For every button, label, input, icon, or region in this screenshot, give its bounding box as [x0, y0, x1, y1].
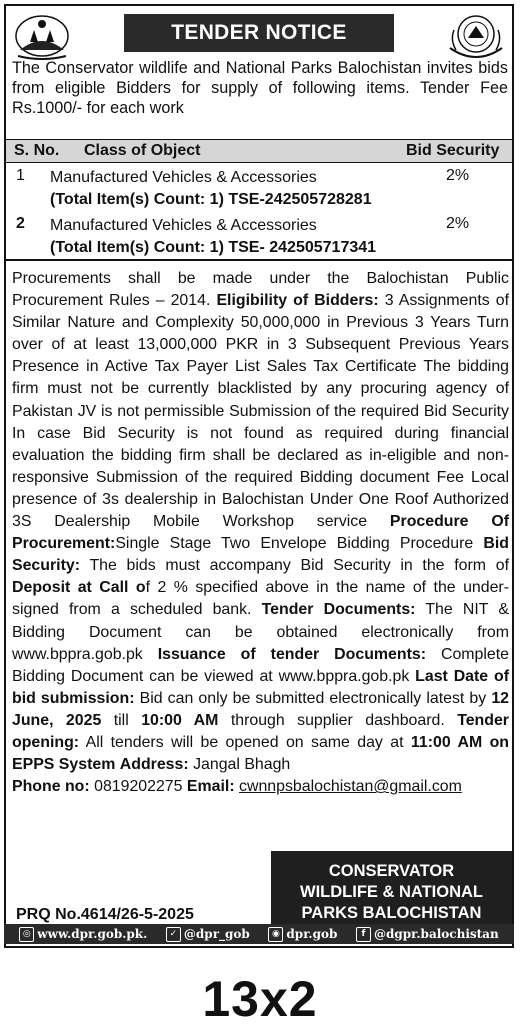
- procedure-label: Procedure Of Procurement:: [12, 513, 509, 553]
- issuance-text: Complete Bidding Document can be viewed at www.bppra.gob.pk: [12, 645, 509, 685]
- instagram-text: dpr.gob: [286, 927, 338, 941]
- tender-documents-text: The NIT & Bidding Document can be obtained electronically from www.bppra.gob.pk: [12, 601, 509, 663]
- org-line-1: CONSERVATOR: [328, 862, 455, 880]
- instagram-icon: ◉: [268, 927, 283, 942]
- bid-security-text: The bids must accompany Bid Security in the form of: [89, 557, 509, 575]
- row-security: 2%: [446, 215, 470, 232]
- last-date-text-3: through supplier dashboard.: [230, 711, 445, 729]
- procurement-rules-text: Procurements shall be made under the Balochistan Public Procurement Rules – 2014.: [12, 270, 509, 310]
- organization-block: [271, 851, 512, 934]
- bid-security-text-2: 2 % specified above in the name of the under-signed from a scheduled bank.: [12, 579, 509, 619]
- last-date-date: 12 June, 2025: [12, 689, 510, 729]
- row-tse: TSE-242505728281: [228, 191, 372, 208]
- tender-opening-time: 11:00 AM on EPPS System: [12, 733, 509, 774]
- issuance-label: Issuance of tender Documents:: [157, 645, 426, 663]
- row-description: [50, 167, 390, 211]
- social-bar: [4, 924, 514, 944]
- twitter-icon: ✓: [166, 927, 181, 942]
- row-sno: 2: [16, 215, 25, 232]
- facebook-text: @dgpr.balochistan: [373, 927, 499, 941]
- tender-opening-label: Tender opening:: [12, 711, 509, 751]
- col-class-header: Class of Object: [84, 142, 201, 159]
- bid-security-label: Bid Security:: [12, 535, 509, 575]
- col-bid-security-header: Bid Security: [406, 142, 500, 159]
- email-link[interactable]: cwnnpsbalochistan@gmail.com: [239, 778, 462, 796]
- row-sno: 1: [16, 167, 25, 184]
- address-text: Jangal Bhagh: [193, 756, 291, 774]
- notice-body: [12, 268, 509, 798]
- twitter-item[interactable]: [166, 927, 250, 942]
- last-date-label: Last Date of bid submission:: [12, 667, 509, 707]
- phone-text: 0819202275: [94, 778, 183, 796]
- facebook-icon: f: [356, 927, 371, 942]
- org-line-2: WILDLIFE & NATIONAL: [300, 883, 483, 901]
- table-row: [6, 163, 512, 211]
- intro-paragraph: The Conservator wildlife and National Parks Balochistan invites bids from eligible Bidders for supply of following items. Tender Fee Rs.1000/- for each work: [12, 59, 508, 117]
- procedure-text: Single Stage Two Envelope Bidding Procedure: [115, 535, 474, 553]
- instagram-item[interactable]: [268, 927, 337, 942]
- twitter-text: @dpr_gob: [183, 927, 250, 941]
- phone-label: Phone no:: [12, 778, 90, 796]
- deposit-suffix: f: [145, 579, 151, 597]
- row-tse: TSE- 242505717341: [228, 239, 377, 256]
- tender-notice: [4, 4, 514, 948]
- row-description: [50, 215, 390, 259]
- globe-icon: ◎: [19, 927, 34, 942]
- page-title: TENDER NOTICE: [124, 14, 394, 52]
- tender-opening-text: All tenders will be opened on same day at: [85, 733, 404, 751]
- row-count: (Total Item(s) Count: 1): [50, 191, 224, 208]
- table-row: [6, 211, 512, 259]
- last-date-time: 10:00 AM: [141, 711, 219, 729]
- row-item: Manufactured Vehicles & Accessories: [50, 169, 317, 186]
- last-date-text: Bid can only be submitted electronically latest by: [139, 689, 487, 707]
- website-text: www.dpr.gob.pk.: [37, 927, 148, 941]
- col-sno-header: S. No.: [14, 142, 60, 159]
- row-count: (Total Item(s) Count: 1): [50, 239, 224, 256]
- website-item[interactable]: [19, 927, 147, 942]
- row-security: 2%: [446, 167, 470, 184]
- facebook-item[interactable]: [356, 927, 499, 942]
- row-item: Manufactured Vehicles & Accessories: [50, 217, 317, 234]
- eligibility-text: 3 Assignments of Similar Nature and Complexity 50,000,000 in Previous 3 Years Turn over of at least 13,000,000 PKR in 3 Subsequent Previous Years Presence in Active Tax Payer List Sales Tax Certificate The bidding firm must not be currently blacklisted by any procuring agency of Pakistan JV is not permissible Submission of the required Bid Security In case Bid Security is not found as required during financial evaluation the bidding firm shall be declared as in-eligible and non-responsive Submission of the required Bidding document Fee Local presence of 3s dealership in Balochistan Under One Roof Authorized 3S Dealership Mobile Workshop service: [12, 292, 509, 531]
- org-line-3: PARKS BALOCHISTAN: [301, 904, 482, 922]
- table-divider: [6, 259, 512, 261]
- eligibility-label: Eligibility of Bidders:: [216, 292, 379, 310]
- deposit-label: Deposit at Call o: [12, 579, 146, 597]
- last-date-till: till: [113, 711, 129, 729]
- government-emblem-right-icon: [446, 12, 506, 60]
- email-label: Email:: [186, 778, 235, 796]
- ad-size-label: 13x2: [202, 971, 318, 1027]
- government-emblem-left-icon: [12, 12, 72, 60]
- table-header: [6, 139, 512, 163]
- address-label: Address:: [119, 756, 189, 774]
- items-table: [6, 139, 512, 261]
- tender-documents-label: Tender Documents:: [261, 601, 416, 619]
- prq-number: PRQ No.4614/26-5-2025: [16, 906, 194, 923]
